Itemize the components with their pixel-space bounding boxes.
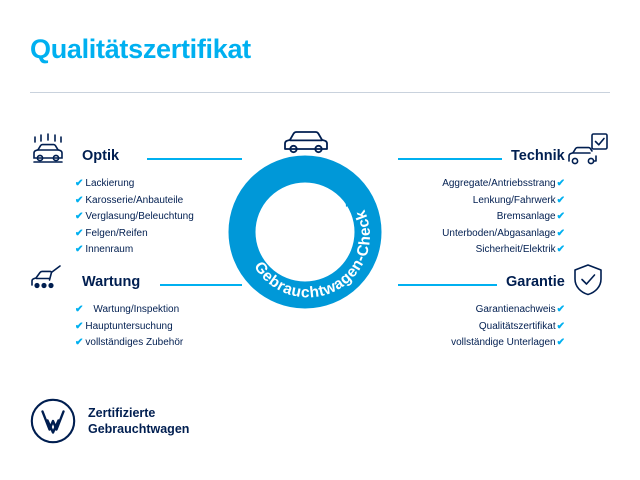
- list-item: [75, 176, 194, 193]
- check-icon: ✔: [75, 320, 84, 332]
- check-icon: ✔: [75, 211, 84, 223]
- section-rule-technik: [398, 158, 502, 160]
- check-icon: ✔: [75, 304, 84, 315]
- list-item: [75, 335, 183, 352]
- list-item: [390, 335, 565, 352]
- footer-line-2: Gebrauchtwagen: [88, 422, 190, 436]
- list-item: [75, 193, 194, 210]
- list-optik: [75, 176, 194, 259]
- svg-text:Gebrauchtwagen-Check: Gebrauchtwagen-Check: [250, 207, 375, 302]
- section-heading-optik: Optik: [82, 148, 120, 164]
- section-heading-wartung: Wartung: [82, 274, 141, 290]
- check-icon: ✔: [75, 194, 84, 206]
- service-car-icon: [28, 262, 70, 305]
- badge-360: [225, 152, 385, 312]
- badge-degrees: 360°: [272, 212, 338, 245]
- list-item: [75, 209, 194, 226]
- list-item-label: Sicherheit/Elektrik: [475, 244, 556, 256]
- check-icon: ✔: [556, 211, 565, 223]
- list-item: [390, 226, 565, 243]
- list-item: [75, 319, 183, 336]
- list-item-label: Wartung/Inspektion: [93, 304, 180, 315]
- car-check-icon: [566, 132, 610, 175]
- list-item: [390, 319, 565, 336]
- list-item: [390, 176, 565, 193]
- list-item-label: vollständige Unterlagen: [451, 337, 556, 349]
- list-item-label: Innenraum: [85, 244, 134, 256]
- section-rule-garantie: [398, 284, 497, 286]
- list-item-label: Hauptuntersuchung: [85, 320, 173, 332]
- section-heading-garantie: Garantie: [506, 274, 565, 290]
- list-item: [390, 193, 565, 210]
- title-divider: [30, 92, 610, 93]
- shield-check-icon: [570, 262, 606, 305]
- list-item-label: Lenkung/Fahrwerk: [472, 194, 556, 206]
- list-item-label: Bremsanlage: [496, 211, 556, 223]
- list-item-label: Garantienachweis: [475, 304, 556, 315]
- list-technik: [390, 176, 565, 259]
- check-icon: ✔: [556, 227, 565, 239]
- section-heading-technik: Technik: [511, 148, 565, 164]
- list-item-label: Unterboden/Abgasanlage: [442, 227, 556, 239]
- check-icon: ✔: [556, 244, 565, 256]
- list-wartung: [75, 302, 183, 352]
- check-icon: ✔: [556, 337, 565, 349]
- footer-text: [88, 405, 189, 437]
- list-item-label: Felgen/Reifen: [85, 227, 148, 239]
- list-item: [75, 302, 183, 319]
- list-item-label: Verglasung/Beleuchtung: [85, 211, 194, 223]
- check-icon: ✔: [556, 320, 565, 332]
- car-wash-icon: [28, 132, 68, 175]
- check-icon: ✔: [556, 178, 565, 189]
- page-title: Qualitätszertifikat: [30, 34, 251, 64]
- footer: [30, 398, 189, 444]
- list-item-label: vollständiges Zubehör: [85, 337, 184, 349]
- check-icon: ✔: [556, 304, 565, 315]
- list-item-label: Lackierung: [85, 178, 135, 189]
- list-item-label: Karosserie/Anbauteile: [85, 194, 184, 206]
- footer-line-1: Zertifizierte: [88, 406, 156, 420]
- check-icon: ✔: [75, 227, 84, 239]
- vw-logo: [30, 398, 76, 444]
- list-item-label: Qualitätszertifikat: [478, 320, 556, 332]
- check-icon: ✔: [75, 178, 84, 189]
- list-item: [390, 242, 565, 259]
- list-item: [390, 209, 565, 226]
- check-icon: ✔: [75, 337, 84, 349]
- list-item: [390, 302, 565, 319]
- list-garantie: [390, 302, 565, 352]
- list-item: [75, 242, 194, 259]
- list-item: [75, 226, 194, 243]
- car-icon: [278, 122, 334, 162]
- list-item-label: Aggregate/Antriebsstrang: [442, 178, 556, 189]
- check-icon: ✔: [75, 244, 84, 256]
- check-icon: ✔: [556, 194, 565, 206]
